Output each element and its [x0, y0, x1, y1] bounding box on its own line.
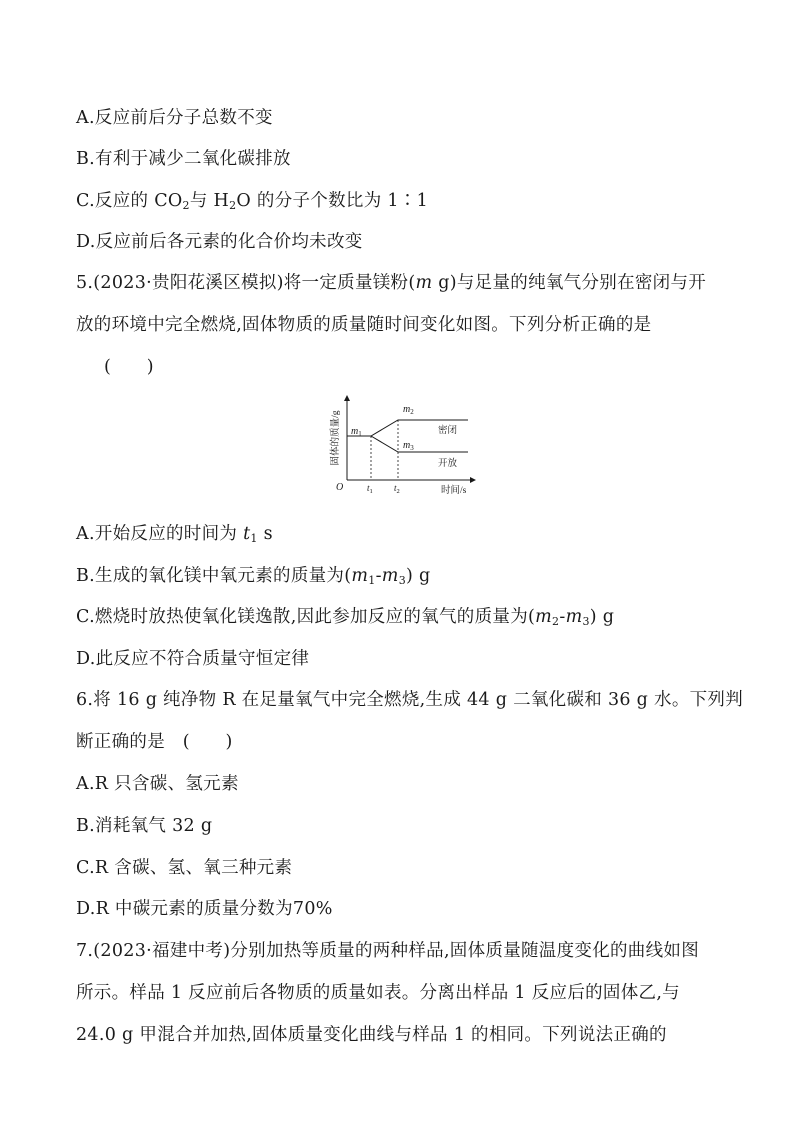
q5-stem-text: 5.(2023·贵阳花溪区模拟)将一定质量镁粉( — [76, 273, 416, 293]
q4-option-c — [76, 189, 428, 213]
subscript: 2 — [552, 615, 560, 628]
q4-option-a: A.反应前后分子总数不变 — [76, 108, 273, 128]
q6-stem-line1: 6.将 16 g 纯净物 R 在足量氧气中完全燃烧,生成 44 g 二氧化碳和 36 g 水。下列判 — [76, 690, 744, 710]
m3-label: $m_3$ — [403, 440, 414, 452]
unit: s — [257, 524, 273, 544]
mass-time-graph — [325, 392, 480, 497]
open-curve — [371, 436, 468, 452]
subscript: 1 — [250, 532, 258, 545]
q5-stem-line1 — [76, 271, 706, 295]
q6-option-b: B.消耗氧气 32 g — [76, 816, 213, 836]
q6-option-c: C.R 含碳、氢、氧三种元素 — [76, 858, 293, 878]
t2-label: $t_2$ — [394, 483, 400, 495]
minus: - — [559, 607, 566, 627]
q7-stem-line2: 所示。样品 1 反应前后各物质的质量如表。分离出样品 1 反应后的固体乙,与 — [76, 983, 680, 1003]
var: t — [243, 524, 251, 544]
q6-option-d: D.R 中碳元素的质量分数为70% — [76, 899, 333, 919]
q6-option-a: A.R 只含碳、氢元素 — [76, 774, 239, 794]
q5-stem-line2: 放的环境中完全燃烧,固体物质的质量随时间变化如图。下列分析正确的是 — [76, 315, 652, 335]
q5-option-a-text: A.开始反应的时间为 — [76, 524, 244, 544]
q5-stem-var: m — [415, 273, 433, 293]
unit: ) g — [406, 566, 431, 586]
q5-option-c-text: C.燃烧时放热使氧化镁逸散,因此参加反应的氧气的质量为( — [76, 607, 536, 627]
q7-stem-line3: 24.0 g 甲混合并加热,固体质量变化曲线与样品 1 的相同。下列说法正确的 — [76, 1025, 667, 1045]
q5-option-d: D.此反应不符合质量守恒定律 — [76, 649, 310, 669]
q7-stem-line1: 7.(2023·福建中考)分别加热等质量的两种样品,固体质量随温度变化的曲线如图 — [76, 941, 700, 961]
unit: ) g — [589, 607, 615, 627]
y-axis-label: 固体的质量/g — [331, 410, 341, 466]
m2-label: $m_2$ — [403, 404, 414, 416]
t1-label: $t_1$ — [367, 483, 373, 495]
minus: - — [375, 566, 382, 586]
var: m — [381, 566, 399, 586]
subscript: 2 — [229, 199, 237, 212]
q5-stem-text-end: g)与足量的纯氧气分别在密闭与开 — [432, 273, 707, 293]
open-label: 开放 — [438, 459, 458, 469]
q5-option-b — [76, 564, 431, 588]
q4-option-b: B.有利于减少二氧化碳排放 — [76, 149, 291, 169]
subscript: 3 — [398, 574, 407, 587]
q4-option-c-text: C.反应的 CO — [76, 191, 183, 211]
var: m — [351, 566, 369, 586]
subscript: 3 — [582, 615, 590, 628]
closed-label: 密闭 — [438, 426, 458, 436]
var: m — [535, 607, 553, 627]
origin-label: O — [336, 482, 344, 493]
subscript: 1 — [368, 574, 376, 587]
q4-option-c-text-mid: 与 H — [189, 191, 230, 211]
q6-stem-line2: 断正确的是 ( ) — [76, 732, 233, 752]
q4-option-c-text-end: O 的分子个数比为 1∶1 — [236, 191, 429, 211]
q5-option-b-text: B.生成的氧化镁中氧元素的质量为( — [76, 566, 352, 586]
x-axis-label: 时间/s — [441, 486, 467, 496]
q5-answer-blank: ( ) — [104, 357, 154, 377]
q5-option-c — [76, 605, 614, 629]
subscript: 2 — [182, 199, 190, 212]
m1-label: $m_1$ — [351, 426, 362, 438]
var: m — [565, 607, 583, 627]
q5-option-a — [76, 522, 273, 546]
q4-option-d: D.反应前后各元素的化合价均未改变 — [76, 232, 363, 252]
